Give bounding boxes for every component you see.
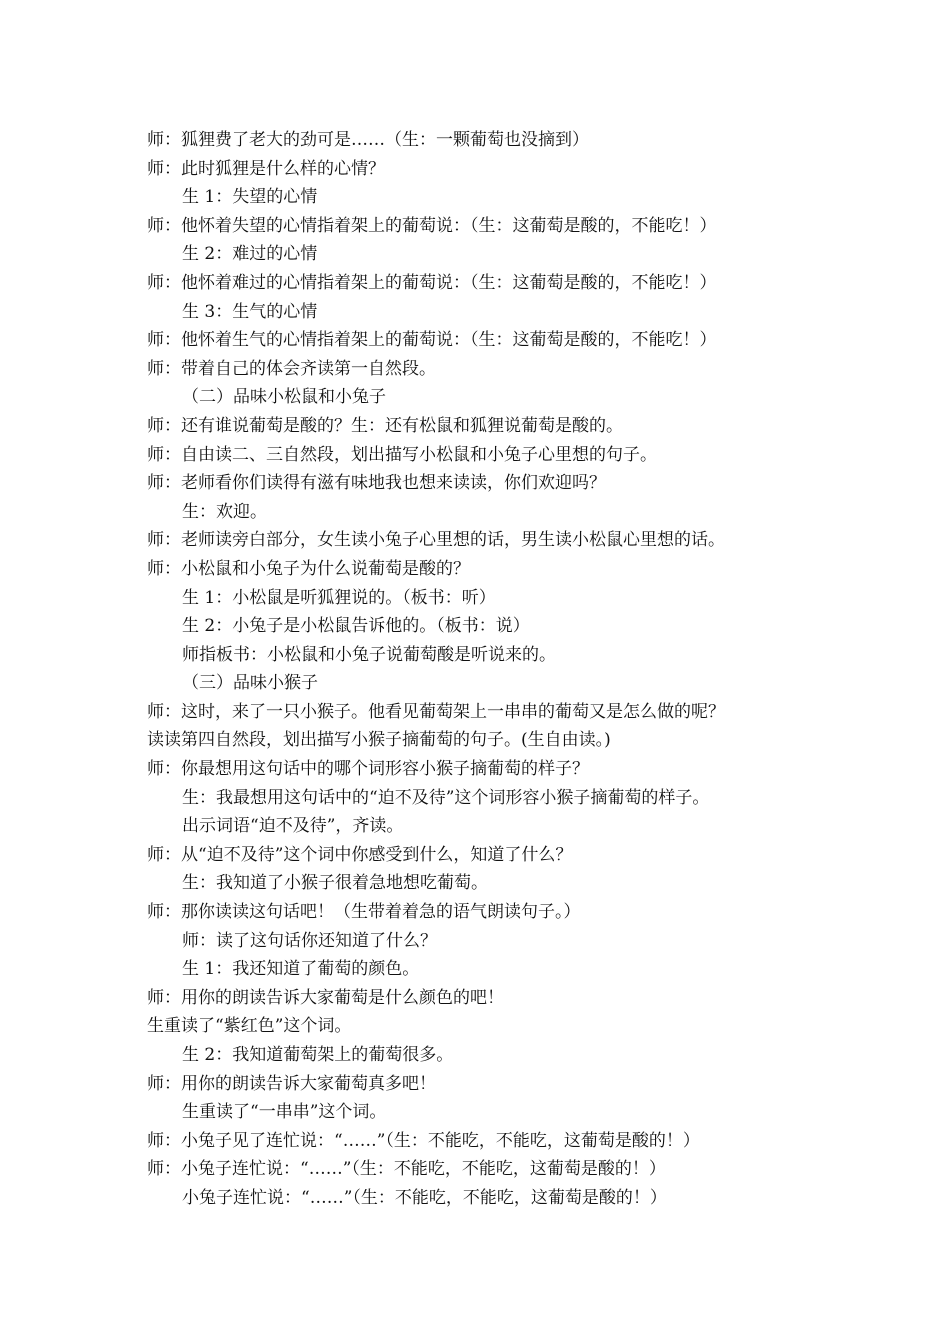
text-line: 小兔子连忙说：“……”（生：不能吃，不能吃，这葡萄是酸的！） <box>182 1187 667 1208</box>
text-line: 读读第四自然段，划出描写小猴子摘葡萄的句子。(生自由读。) <box>147 730 611 751</box>
text-line: 师：从“迫不及待”这个词中你感受到什么，知道了什么？ <box>147 844 573 865</box>
text-line: 生：欢迎。 <box>182 501 267 522</box>
text-line: 师：用你的朗读告诉大家葡萄是什么颜色的吧！ <box>147 987 504 1008</box>
text-line: 师：他怀着失望的心情指着架上的葡萄说：（生：这葡萄是酸的，不能吃！） <box>147 215 717 236</box>
text-line: 生 1：失望的心情 <box>182 187 318 208</box>
text-line: 师：他怀着难过的心情指着架上的葡萄说：（生：这葡萄是酸的，不能吃！） <box>147 272 717 293</box>
text-line: （二）品味小松鼠和小兔子 <box>182 387 386 408</box>
text-line: 师：用你的朗读告诉大家葡萄真多吧！ <box>147 1073 436 1094</box>
text-line: （三）品味小猴子 <box>182 673 318 694</box>
text-line: 生：我知道了小猴子很着急地想吃葡萄。 <box>182 873 488 894</box>
text-line: 生重读了“一串串”这个词。 <box>182 1102 387 1123</box>
text-line: 生 1：小松鼠是听狐狸说的。（板书：听） <box>182 587 496 608</box>
text-line: 师：那你读读这句话吧！（生带着着急的语气朗读句子。） <box>147 902 581 923</box>
text-line: 师：你最想用这句话中的哪个词形容小猴子摘葡萄的样子？ <box>147 759 589 780</box>
text-line: 师：小松鼠和小兔子为什么说葡萄是酸的？ <box>147 558 470 579</box>
text-line: 师：他怀着生气的心情指着架上的葡萄说：（生：这葡萄是酸的，不能吃！） <box>147 330 717 351</box>
text-line: 生 2：难过的心情 <box>182 244 318 265</box>
text-line: 师：读了这句话你还知道了什么？ <box>182 930 437 951</box>
text-line: 师指板书：小松鼠和小兔子说葡萄酸是听说来的。 <box>182 644 556 665</box>
text-line: 师：自由读二、三自然段，划出描写小松鼠和小兔子心里想的句子。 <box>147 444 657 465</box>
text-line: 生 2：小兔子是小松鼠告诉他的。（板书：说） <box>182 616 530 637</box>
text-line: 生 1：我还知道了葡萄的颜色。 <box>182 959 420 980</box>
text-line: 生 2：我知道葡萄架上的葡萄很多。 <box>182 1045 454 1065</box>
text-line: 师：小兔子连忙说：“……”（生：不能吃，不能吃，这葡萄是酸的！） <box>147 1159 666 1180</box>
document-body <box>147 126 847 1213</box>
text-line: 师：还有谁说葡萄是酸的？生：还有松鼠和狐狸说葡萄是酸的。 <box>147 415 623 436</box>
text-line: 生 3：生气的心情 <box>182 301 318 322</box>
text-line: 出示词语“迫不及待”，齐读。 <box>182 816 404 837</box>
text-line: 生重读了“紫红色”这个词。 <box>147 1016 352 1037</box>
text-line: 师：老师读旁白部分，女生读小兔子心里想的话，男生读小松鼠心里想的话。 <box>147 530 725 551</box>
text-line: 师：小兔子见了连忙说：“……”（生：不能吃，不能吃，这葡萄是酸的！） <box>147 1130 700 1151</box>
text-line: 师：狐狸费了老大的劲可是……（生：一颗葡萄也没摘到） <box>147 130 589 150</box>
text-line: 师：此时狐狸是什么样的心情？ <box>147 158 385 179</box>
text-line: 师：这时，来了一只小猴子。他看见葡萄架上一串串的葡萄又是怎么做的呢？ <box>147 701 725 722</box>
text-line: 师：老师看你们读得有滋有味地我也想来读读，你们欢迎吗？ <box>147 473 606 494</box>
text-line: 生：我最想用这句话中的“迫不及待”这个词形容小猴子摘葡萄的样子。 <box>182 787 710 808</box>
text-line: 师：带着自己的体会齐读第一自然段。 <box>147 358 436 379</box>
